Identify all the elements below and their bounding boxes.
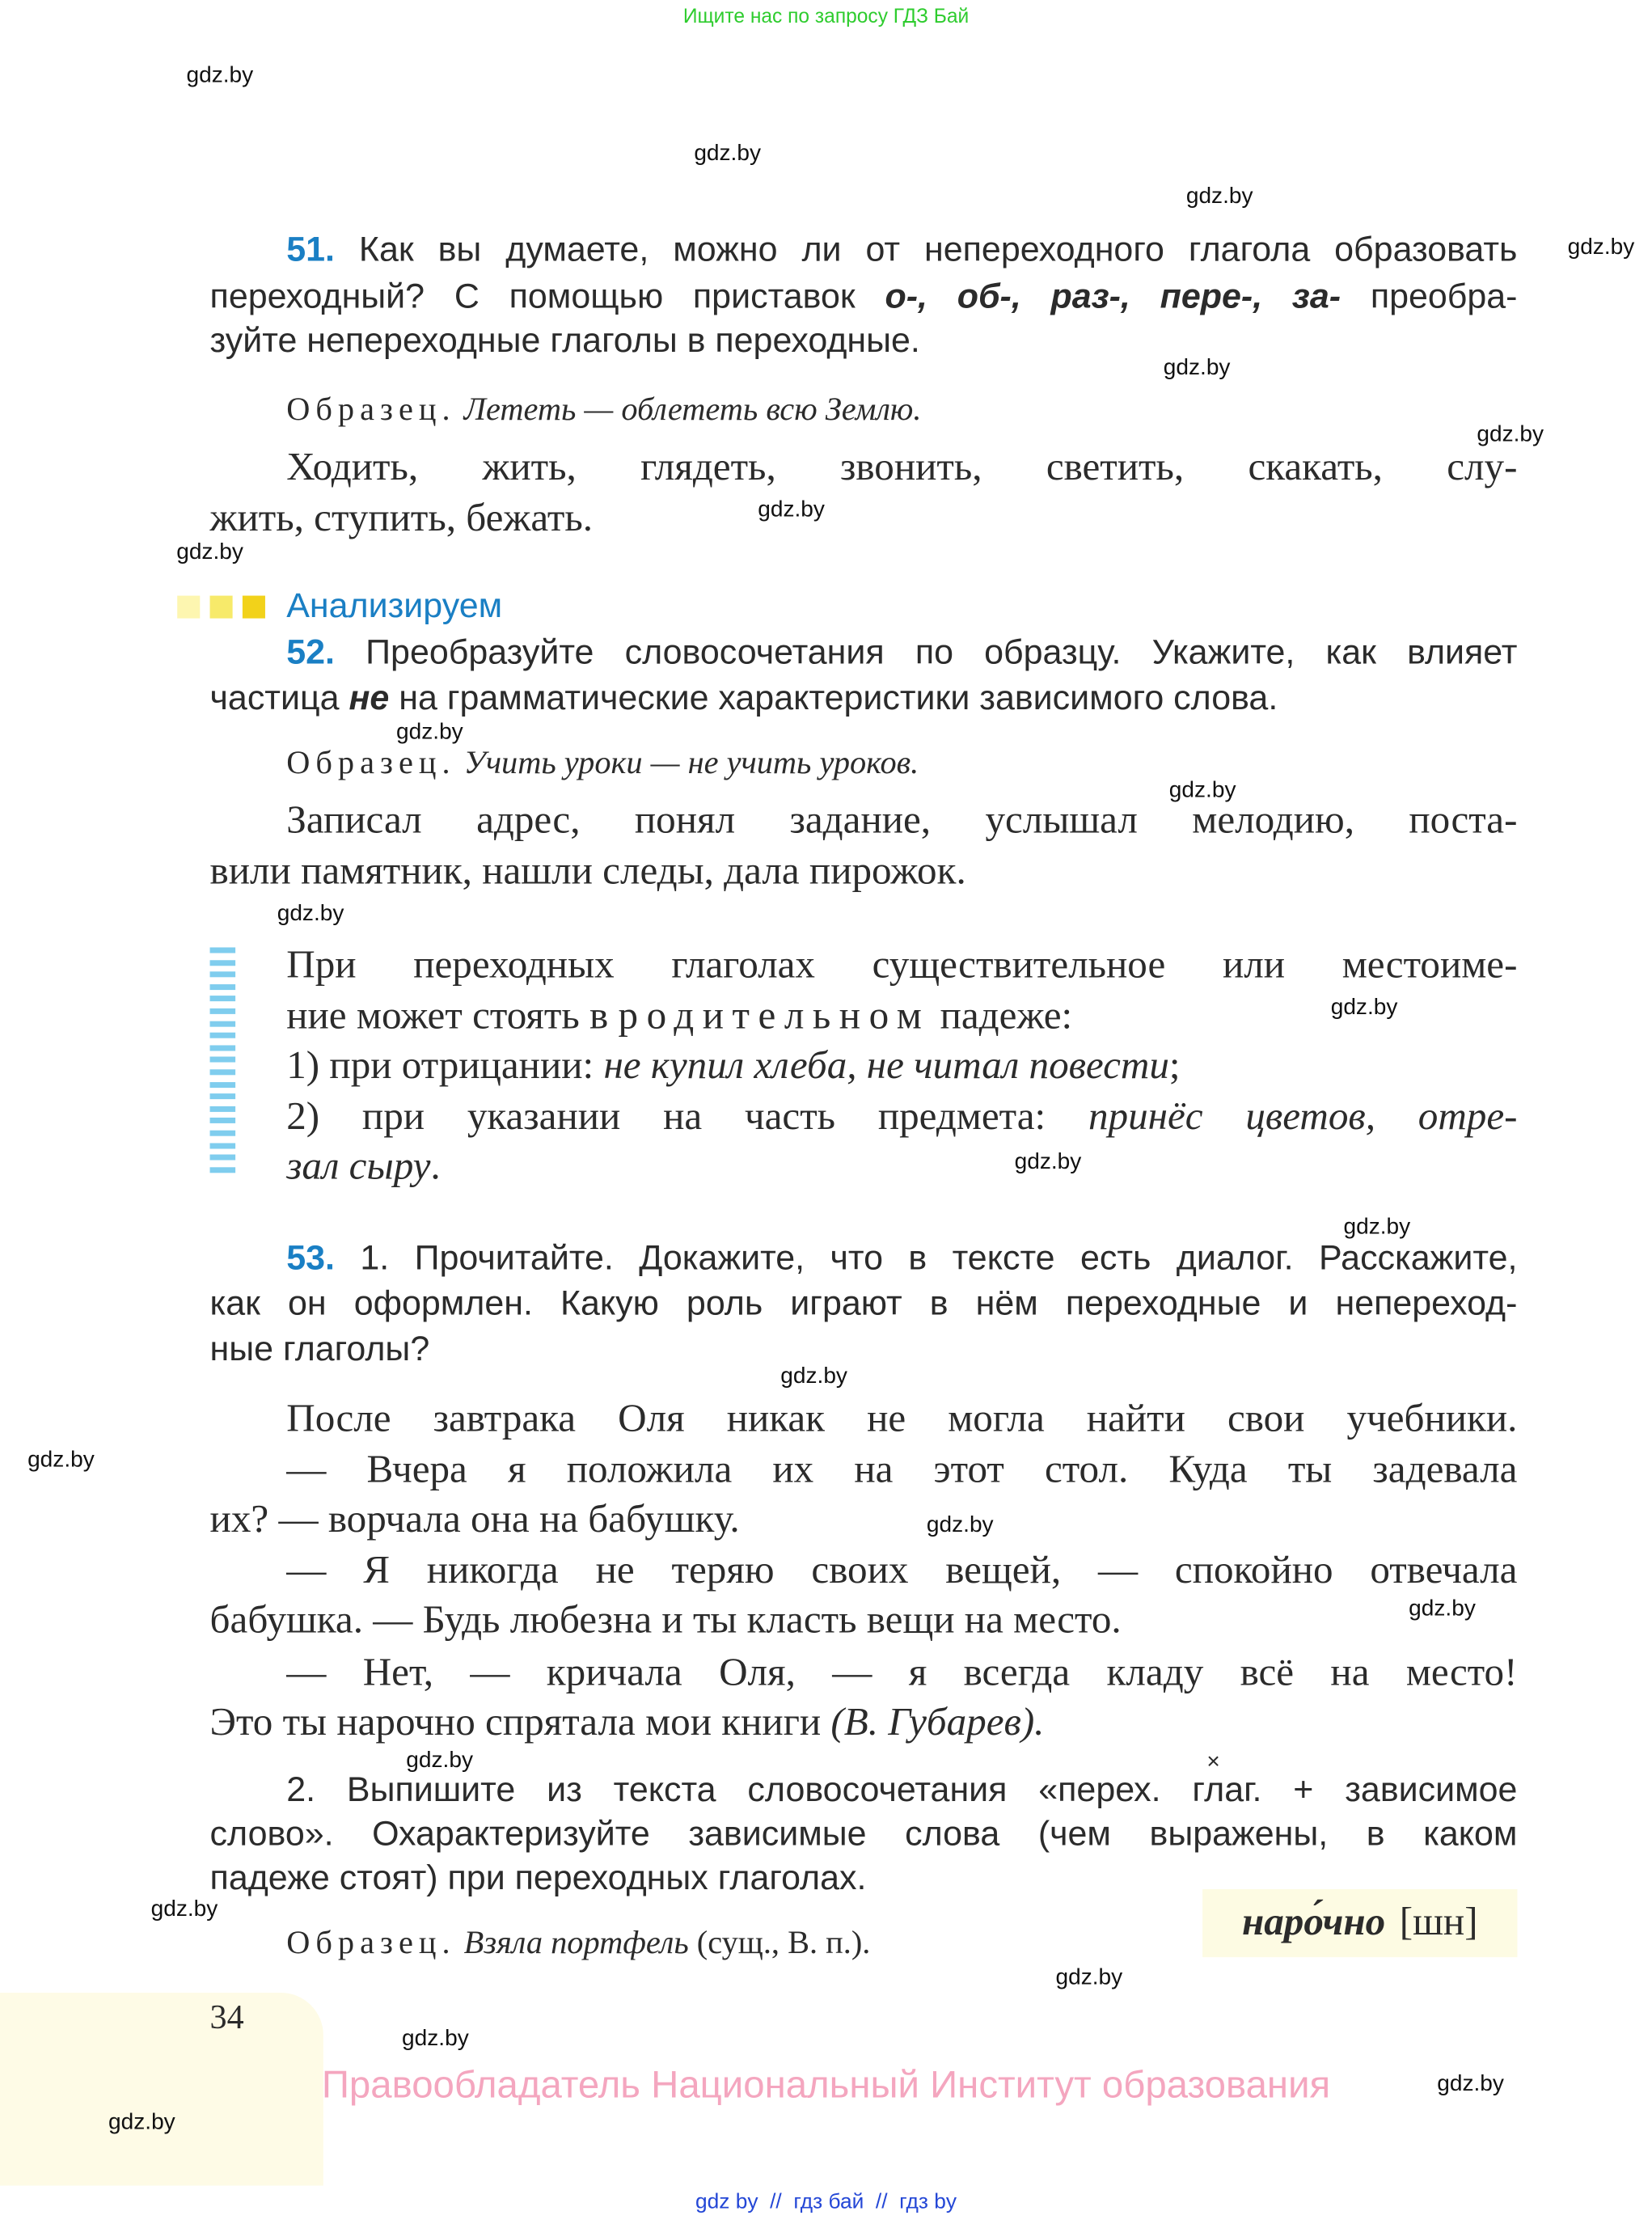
watermark: gdz.by: [150, 1897, 218, 1922]
rule-stripe: [210, 996, 236, 1002]
ex53-line2: как он оформлен. Какую роль играют в нём переходные и непереход-: [209, 1284, 1518, 1324]
watermark: gdz.by: [1477, 422, 1544, 447]
watermark: gdz.by: [1185, 184, 1253, 209]
rule-stripe: [210, 1045, 236, 1051]
watermark: gdz.by: [1163, 356, 1231, 380]
ex52-line1: [286, 632, 1517, 675]
sample-label: Образец.: [286, 1924, 456, 1960]
watermark: gdz.by: [1409, 1596, 1476, 1621]
page-number: 34: [209, 1999, 244, 2037]
prefixes: о-, об-, раз-, пере-, за-: [885, 277, 1341, 317]
exercise-number: 52.: [286, 633, 335, 673]
ex53-q-line2: слово». Охарактеризуйте зависимые слова (чем выражены, в каком: [209, 1815, 1518, 1854]
text: падеже:: [940, 994, 1073, 1038]
text: .: [430, 1144, 441, 1189]
watermark: gdz.by: [402, 2027, 469, 2051]
vocabulary-box: [1202, 1889, 1517, 1957]
ex53-q-line1: 2. Выпишите из текста словосочетания «перех. глаг. + зависимое: [286, 1771, 1518, 1810]
rule-stripe: [210, 1057, 236, 1063]
author: (В. Губарев).: [830, 1700, 1045, 1745]
ex53-text-line3: их? — ворчала она на бабушку.: [209, 1497, 740, 1542]
watermark: gdz.by: [176, 540, 243, 564]
text: Как вы думаете, можно ли от непереходного глагола образовать: [358, 230, 1518, 270]
example: зал сыру: [286, 1144, 431, 1189]
watermark: gdz.by: [1168, 778, 1236, 803]
cross-mark-icon: ×: [1206, 1750, 1220, 1774]
watermark: gdz.by: [1330, 996, 1398, 1020]
sample-text: Учить уроки — не учить уроков.: [463, 744, 919, 780]
text: Это ты нарочно спрятала мои книги: [209, 1700, 822, 1745]
rule-stripe: [210, 1021, 236, 1026]
rule-stripe: [210, 1143, 236, 1148]
watermark: gdz.by: [186, 63, 254, 88]
exercise-number: 51.: [286, 230, 335, 270]
ex52-line2: [210, 678, 1518, 721]
watermark: gdz.by: [1014, 1150, 1082, 1175]
text: 2) при указании на часть предмета:: [286, 1094, 1046, 1139]
watermark: gdz.by: [277, 902, 344, 927]
section-square-icon: [177, 596, 200, 619]
ex53-text-line5: бабушка. — Будь любезна и ты класть вещи на место.: [209, 1598, 1122, 1643]
rule-line4: [286, 1093, 1517, 1142]
example: не купил хлеба, не читал повести: [603, 1043, 1169, 1089]
vocabulary-word: наро́чно: [1241, 1900, 1386, 1945]
text: частица: [209, 679, 340, 718]
particle: не: [349, 679, 390, 718]
rule-stripe: [210, 1118, 236, 1124]
section-title: Анализируем: [286, 587, 503, 626]
watermark: gdz.by: [1055, 1965, 1123, 1990]
section-square-icon: [243, 596, 265, 619]
text: Преобразуйте словосочетания по образцу. Укажите, как влияет: [365, 633, 1518, 673]
rule-stripe: [210, 1008, 236, 1014]
rule-stripe: [210, 984, 236, 990]
watermark: gdz.by: [758, 497, 825, 522]
rule-line1: При переходных глаголах существительное или местоиме-: [286, 943, 1518, 987]
ex52-sample: [286, 742, 1517, 784]
rule-line3: [286, 1042, 1517, 1091]
ex53-text-line7: [210, 1699, 1518, 1748]
ex52-task-line2: вили памятник, нашли следы, дала пирожок.: [209, 849, 966, 894]
rule-stripe: [210, 947, 236, 953]
rule-stripe: [210, 1069, 236, 1075]
section-square-icon: [210, 596, 233, 619]
example: принёс цветов, отре-: [1088, 1094, 1518, 1139]
copyright-notice: Правообладатель Национальный Институт образования: [321, 2063, 1331, 2107]
exercise-number: 53.: [286, 1239, 335, 1279]
text: переходный? С помощью приставок: [209, 277, 856, 317]
watermark: gdz.by: [1567, 235, 1635, 260]
text: 1. Прочитайте. Докажите, что в тексте есть диалог. Расскажите,: [360, 1239, 1518, 1279]
sample-label: Образец.: [286, 744, 456, 780]
text: преобра-: [1370, 277, 1518, 317]
rule-stripe: [210, 1131, 236, 1136]
ex53-line1: [286, 1238, 1517, 1281]
ex53-text-line4: — Я никогда не теряю своих вещей, — спокойно отвечала: [286, 1549, 1518, 1593]
watermark: gdz.by: [108, 2110, 175, 2135]
rule-stripe: [210, 1081, 236, 1087]
ex51-line1: [286, 230, 1517, 273]
watermark: gdz.by: [1343, 1215, 1411, 1240]
watermark: gdz.by: [1437, 2072, 1504, 2096]
ex51-task-line1: Ходить, жить, глядеть, звонить, светить, скакать, слу-: [286, 445, 1518, 490]
watermark: gdz.by: [780, 1364, 847, 1389]
sample-label: Образец.: [286, 391, 456, 427]
text: 1) при отрицании:: [286, 1043, 594, 1089]
rule-stripe: [210, 1155, 236, 1161]
ex52-task-line1: Записал адрес, понял задание, услышал мелодию, поста-: [286, 798, 1518, 843]
text: ;: [1168, 1043, 1181, 1089]
sample-note: (сущ., В. п.).: [696, 1924, 871, 1960]
rule-stripe: [210, 960, 236, 966]
pronunciation: [шн]: [1399, 1900, 1478, 1945]
rule-stripe: [210, 1093, 236, 1099]
search-hint: Ищите нас по запросу ГДЗ Бай: [682, 4, 970, 27]
ex51-line3: зуйте непереходные глаголы в переходные.: [209, 322, 920, 361]
rule-stripe: [210, 1167, 236, 1173]
ex51-task-line2: жить, ступить, бежать.: [209, 496, 593, 541]
watermark: gdz.by: [926, 1513, 994, 1538]
ex53-text-line6: — Нет, — кричала Оля, — я всегда кладу всё на место!: [286, 1651, 1518, 1695]
ex53-text-line1: После завтрака Оля никак не могла найти свои учебники.: [286, 1397, 1518, 1441]
text: ние может стоять в: [286, 994, 609, 1038]
rule-line5: [286, 1143, 1517, 1191]
case-name: родительном: [618, 994, 931, 1038]
rule-stripe: [210, 1033, 236, 1038]
ex51-sample: [286, 389, 1517, 432]
ex53-line3: ные глаголы?: [209, 1330, 430, 1369]
sample-text: Взяла портфель: [463, 1924, 689, 1960]
rule-stripe: [210, 972, 236, 978]
watermark: gdz.by: [694, 142, 761, 167]
watermark: gdz.by: [396, 720, 463, 745]
sample-text: Лететь — облететь всю Землю.: [463, 391, 922, 427]
ex53-q-line3: падеже стоят) при переходных глаголах.: [209, 1859, 867, 1898]
watermark: gdz.by: [27, 1448, 95, 1473]
rule-stripe: [210, 1106, 236, 1112]
ex53-text-line2: — Вчера я положила их на этот стол. Куда ты задевала: [286, 1448, 1518, 1492]
ex53-sample: [286, 1922, 870, 1964]
footer-links[interactable]: gdz by // гдз бай // гдз by: [695, 2189, 957, 2214]
ex51-line2: [210, 277, 1518, 319]
text: на грамматические характеристики зависимого слова.: [399, 679, 1278, 718]
watermark: gdz.by: [406, 1748, 473, 1774]
